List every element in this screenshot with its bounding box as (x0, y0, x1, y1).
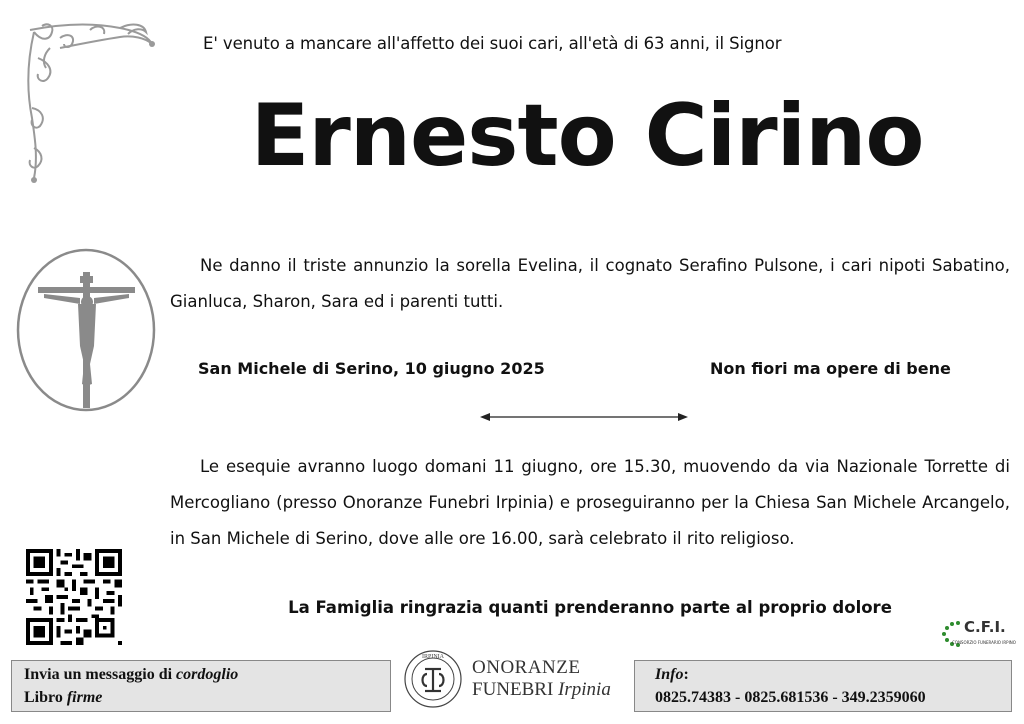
brand-name-line2: FUNEBRI Irpinia (472, 679, 611, 700)
condolence-link[interactable]: Invia un messaggio di cordoglio (24, 666, 239, 683)
flowers-note: Non fiori ma opere di bene (710, 359, 951, 378)
crucifix-icon (14, 246, 159, 416)
guestbook-link[interactable]: Libro firme (24, 689, 103, 706)
funeral-paragraph: Le esequie avranno luogo domani 11 giugno, ore 15.30, muovendo da via Nazionale Torrette di Mercogliano (presso Onoranze Funebri Irpinia) e proseguiranno per la Chiesa San Michele Arcangelo, in San Michele di Serino, dove alle ore 16.00, sarà celebrato il rito religioso. (170, 457, 1010, 548)
cfi-badge-text: C.F.I. (964, 618, 1006, 636)
condolence-box[interactable] (11, 660, 391, 712)
deceased-name: Ernesto Cirino (250, 86, 924, 186)
brand-name-line1: ONORANZE (472, 657, 581, 678)
cfi-badge-subtext: CONSORZIO FUNERARIO IRPINO (952, 640, 1016, 645)
funeral-home-logo-icon (403, 649, 463, 709)
qr-code-icon[interactable] (26, 549, 122, 645)
double-arrow-icon (480, 409, 688, 425)
thanks-line: La Famiglia ringrazia quanti prenderanno parte al proprio dolore (288, 598, 892, 617)
phone-numbers[interactable]: 0825.74383 - 0825.681536 - 349.2359060 (655, 689, 926, 706)
family-paragraph: Ne danno il triste annunzio la sorella Evelina, il cognato Serafino Pulsone, i cari nipoti Sabatino, Gianluca, Sharon, Sara ed i parenti tutti. (170, 256, 1010, 311)
brand-logo-text: IRPINIA (422, 654, 444, 660)
place-date: San Michele di Serino, 10 giugno 2025 (198, 359, 545, 378)
info-label: Info: (655, 666, 689, 683)
info-box (634, 660, 1012, 712)
intro-text: E' venuto a mancare all'affetto dei suoi cari, all'età di 63 anni, il Signor (203, 34, 782, 53)
